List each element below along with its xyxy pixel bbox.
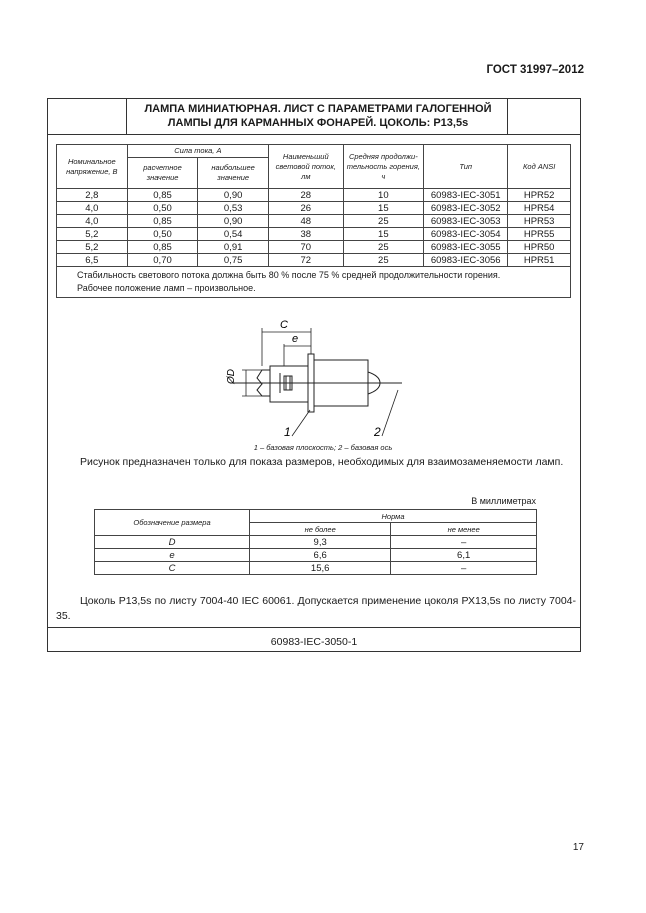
table-cell: 0,90: [198, 189, 269, 202]
table-cell: 5,2: [57, 228, 128, 241]
table-cell: 5,2: [57, 241, 128, 254]
table-cell: 26: [268, 202, 343, 215]
table-cell: C: [95, 562, 250, 575]
dimensions-table: [94, 509, 537, 575]
table-cell: 60983-IEC-3056: [424, 254, 508, 267]
table-cell: 0,54: [198, 228, 269, 241]
table-cell: –: [391, 536, 537, 549]
col-current-max: наибольшее значение: [198, 158, 269, 189]
table-cell: HPR50: [508, 241, 571, 254]
title-block: [48, 99, 580, 135]
table-cell: 6,6: [250, 549, 391, 562]
table-cell: 0,85: [127, 215, 198, 228]
table-cell: 25: [343, 254, 423, 267]
col-dim-name: Обозначение размера: [95, 510, 250, 536]
table-cell: 0,85: [127, 189, 198, 202]
col-norm: Норма: [250, 510, 537, 523]
table-cell: HPR52: [508, 189, 571, 202]
table-cell: 60983-IEC-3055: [424, 241, 508, 254]
table-cell: 6,1: [391, 549, 537, 562]
table-cell: 28: [268, 189, 343, 202]
table-cell: 6,5: [57, 254, 128, 267]
table-cell: 2,8: [57, 189, 128, 202]
table-cell: HPR53: [508, 215, 571, 228]
table-cell: 72: [268, 254, 343, 267]
table-cell: 15: [343, 228, 423, 241]
table-cell: 25: [343, 215, 423, 228]
table-cell: 0,75: [198, 254, 269, 267]
units-label: В миллиметрах: [471, 496, 536, 506]
table-row: [57, 254, 571, 267]
table-note: Стабильность светового потока должна быть 80 % после 75 % средней продолжительности горения. Рабочее положение ламп – произвольное.: [57, 267, 571, 298]
table-cell: 0,91: [198, 241, 269, 254]
table-cell: 60983-IEC-3051: [424, 189, 508, 202]
table-row: [95, 562, 537, 575]
sheet-code: 60983-IEC-3050-1: [270, 636, 358, 648]
table-cell: 0,85: [127, 241, 198, 254]
label-2: 2: [374, 425, 381, 439]
table-cell: –: [391, 562, 537, 575]
table-cell: 0,90: [198, 215, 269, 228]
table-cell: 70: [268, 241, 343, 254]
table-cell: e: [95, 549, 250, 562]
col-max: не более: [250, 523, 391, 536]
table-cell: 15: [343, 202, 423, 215]
table-cell: 0,50: [127, 228, 198, 241]
table-row: [57, 202, 571, 215]
table-row: [95, 536, 537, 549]
table-cell: 60983-IEC-3054: [424, 228, 508, 241]
table-cell: 0,50: [127, 202, 198, 215]
col-type: Тип: [424, 145, 508, 189]
parameters-table: [56, 144, 571, 298]
standard-number: ГОСТ 31997–2012: [486, 64, 584, 76]
table-cell: D: [95, 536, 250, 549]
col-current-group: Сила тока, А: [127, 145, 268, 158]
col-current-rated: расчетное значение: [127, 158, 198, 189]
table-cell: 38: [268, 228, 343, 241]
col-flux: Наименьший световой поток, лм: [268, 145, 343, 189]
table-cell: HPR54: [508, 202, 571, 215]
base-note: Цоколь Р13,5s по листу 7004-40 IEC 60061. Допускается применение цоколя РХ13,5s по листу 7004-35.: [56, 595, 576, 622]
table-row: [57, 189, 571, 202]
table-cell: HPR51: [508, 254, 571, 267]
label-d: ØD: [226, 369, 237, 384]
table-cell: HPR55: [508, 228, 571, 241]
figure-note: Рисунок предназначен только для показа размеров, необходимых для взаимозаменяемости ламп.: [80, 456, 564, 468]
lamp-diagram: [222, 318, 412, 443]
table-row: [57, 228, 571, 241]
figure-caption: 1 – базовая плоскость; 2 – базовая ось: [253, 443, 393, 452]
table-cell: 15,6: [250, 562, 391, 575]
col-ansi: Код ANSI: [508, 145, 571, 189]
label-e: e: [292, 333, 299, 345]
table-cell: 0,53: [198, 202, 269, 215]
label-1: 1: [284, 425, 291, 439]
page-number: 17: [572, 842, 584, 853]
sheet-title: ЛАМПА МИНИАТЮРНАЯ. ЛИСТ С ПАРАМЕТРАМИ ГАЛОГЕННОЙ ЛАМПЫ ДЛЯ КАРМАННЫХ ФОНАРЕЙ. ЦОКОЛЬ: Р13,5s: [144, 103, 492, 129]
base-sleeve: [270, 366, 308, 402]
col-life: Средняя продолжи- тельность горения, ч: [343, 145, 423, 189]
table-row: [95, 549, 537, 562]
table-cell: 48: [268, 215, 343, 228]
table-cell: 9,3: [250, 536, 391, 549]
table-cell: 0,70: [127, 254, 198, 267]
table-cell: 60983-IEC-3053: [424, 215, 508, 228]
table-cell: 10: [343, 189, 423, 202]
col-voltage: Номинальное напряжение, В: [57, 145, 128, 189]
table-row: [57, 241, 571, 254]
table-cell: 25: [343, 241, 423, 254]
table-row: [57, 215, 571, 228]
col-min: не менее: [391, 523, 537, 536]
label-c: C: [280, 319, 288, 331]
table-cell: 4,0: [57, 202, 128, 215]
table-cell: 4,0: [57, 215, 128, 228]
table-cell: 60983-IEC-3052: [424, 202, 508, 215]
